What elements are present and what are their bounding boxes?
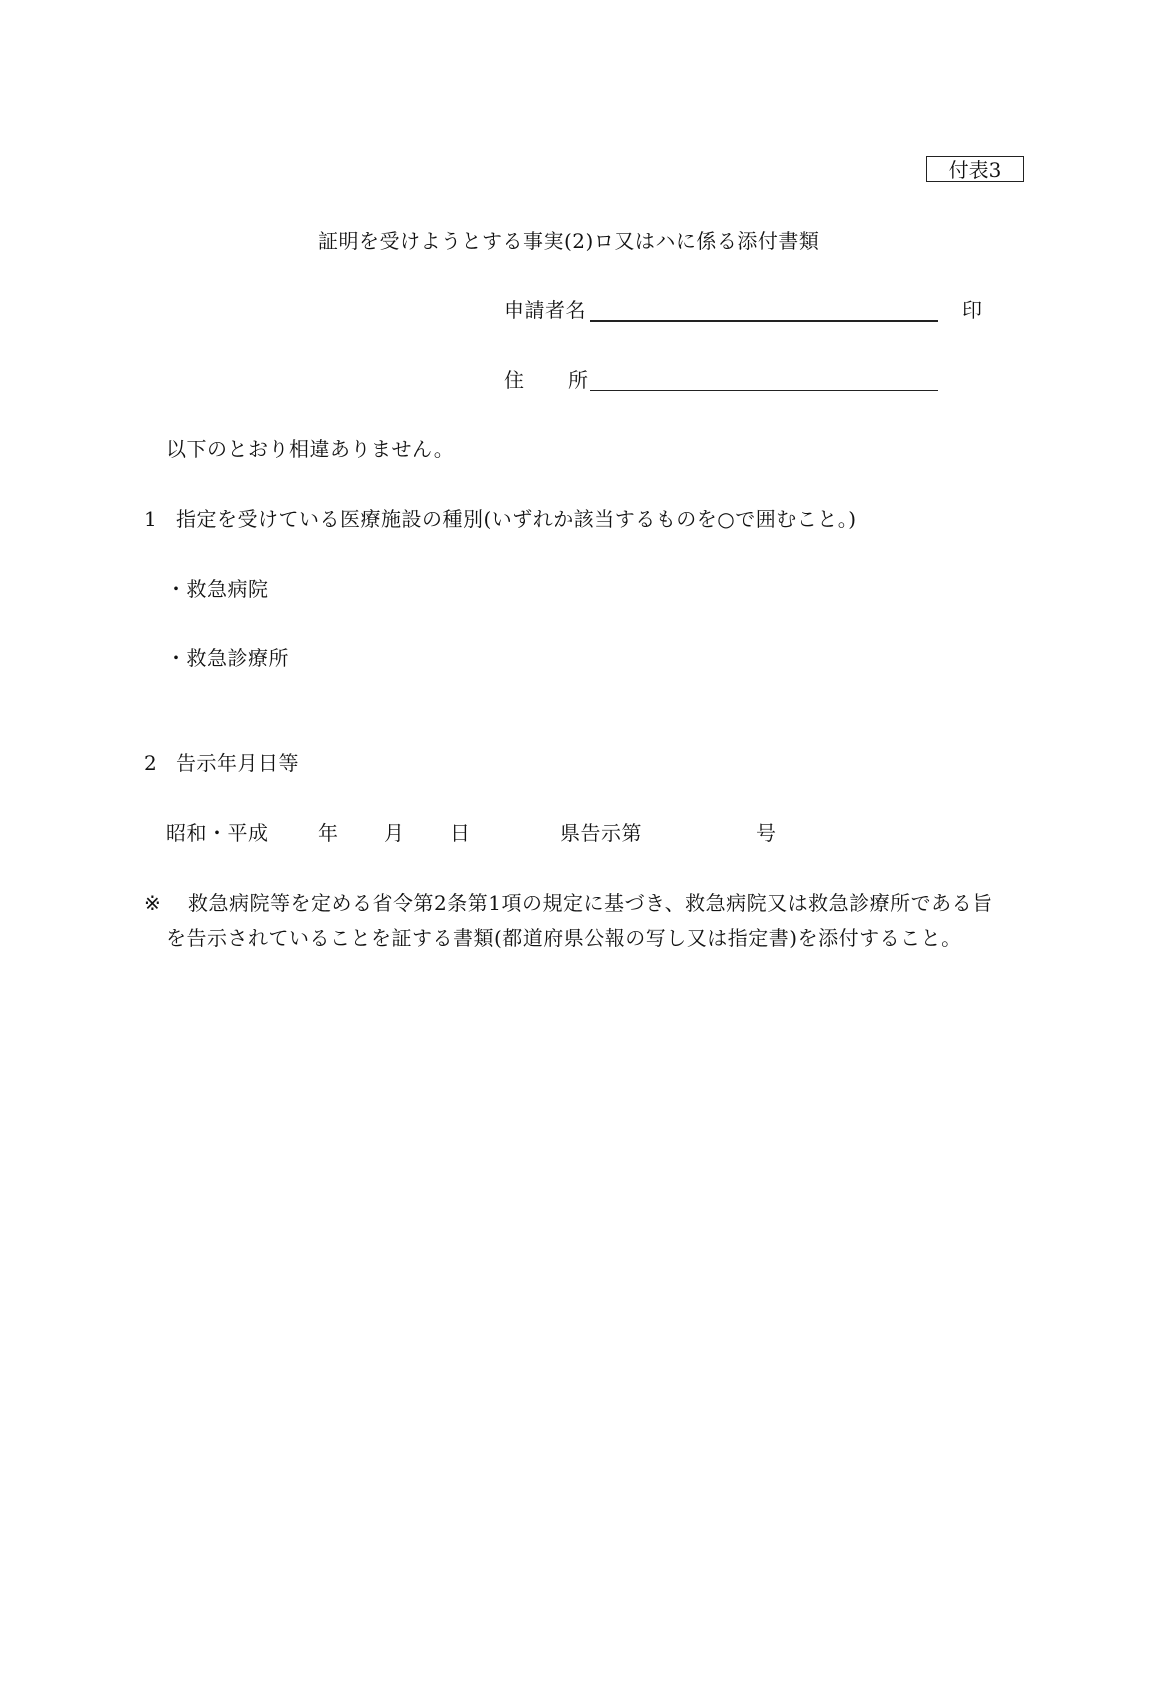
section2-heading: 告示年月日等 bbox=[176, 751, 299, 775]
day-label: 日 bbox=[450, 821, 471, 845]
document-title: 証明を受けようとする事実(2)ロ又はハに係る添付書類 bbox=[318, 229, 820, 253]
year-label: 年 bbox=[318, 821, 339, 845]
seal-label: 印 bbox=[962, 298, 983, 322]
note-line-2: を告示されていることを証する書類(都道府県公報の写し又は指定書)を添付すること。 bbox=[166, 926, 962, 950]
notice-number-label: 号 bbox=[756, 821, 777, 845]
era-options[interactable]: 昭和・平成 bbox=[166, 821, 269, 845]
option-emergency-clinic[interactable]: ・救急診療所 bbox=[166, 646, 289, 670]
month-label: 月 bbox=[384, 821, 405, 845]
section1-number: 1 bbox=[144, 507, 158, 531]
statement-text: 以下のとおり相違ありません。 bbox=[166, 437, 455, 461]
applicant-name-label: 申請者名 bbox=[504, 298, 586, 322]
annex-label-box: 付表3 bbox=[926, 156, 1024, 182]
section1-heading: 指定を受けている医療施設の種別(いずれか該当するものを○で囲むこと。) bbox=[176, 507, 857, 531]
prefecture-notice-label: 県告示第 bbox=[560, 821, 642, 845]
address-label-part1: 住 bbox=[504, 368, 525, 392]
applicant-name-line[interactable] bbox=[590, 320, 938, 322]
address-line[interactable] bbox=[590, 390, 938, 391]
note-mark: ※ bbox=[144, 891, 162, 915]
option-emergency-hospital[interactable]: ・救急病院 bbox=[166, 577, 269, 601]
section2-number: 2 bbox=[144, 751, 158, 775]
address-label-part2: 所 bbox=[568, 368, 589, 392]
note-line-1: 救急病院等を定める省令第2条第1項の規定に基づき、救急病院又は救急診療所である旨 bbox=[188, 891, 993, 915]
